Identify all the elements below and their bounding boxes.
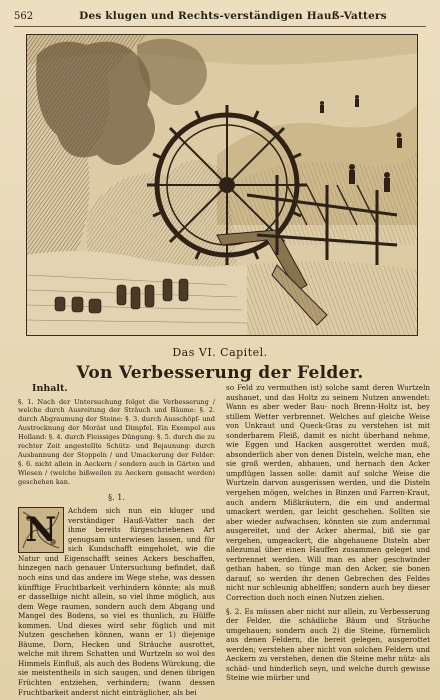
section-mark: §. 1. [108, 492, 125, 502]
right-column [226, 383, 430, 683]
running-head: Des klugen und Rechts-verständigen Hauß-Vatters [79, 10, 387, 22]
water-wheel-landscape-engraving [27, 35, 417, 335]
page-number: 562 [14, 11, 34, 22]
engraving-illustration [26, 34, 418, 336]
section-1-text: Achdem sich nun ein kluger und verständiger Hauß-Vatter nach der ihme bereits fürgeschriebenen Art genugsam unterwiesen lassen, und für sich Kundschafft eingeholet, wie die Natur und Eigenschafft seines Ackers beschaffen, hinzegen nach genauer Untersuchung befindet, daß noch eins und das andere im Wege stehe, was dessen künfftige Fruchtbarkeit verhindern könnte; als muß er dasselbige nicht allein, so viel ihme möglich, aus dem Wege raumen, sondern auch dem Abgang und Mangel des Bodens, so viel es thunlich, zu Hülffe kommen. Und dieses wird sehr füglich und mit Nutzen geschehen können, wann er 1) diejenige Bäume, Dorn, Hecken und Sträuche ausrottet, welche mit ihrem Schatten und Wurtzeln so wol des Himmels Einfluß, als auch des Bodens Würckung, die sie meistentheils in sich saugen, und denen übrigen Früchten entziehen, verhindern; (wann dessen Fruchtbarkeit anderst nicht einträglicher, als bei [18, 506, 215, 697]
decorated-initial [18, 507, 64, 553]
chapter-label: Das VI. Capitel. [172, 346, 268, 359]
initial-letter: N [25, 510, 57, 551]
chapter-title: Von Verbesserung der Felder. [76, 363, 364, 383]
inhalt-heading: Inhalt. [32, 383, 68, 394]
right-column-paragraph-1: so Feld zu vermuthen ist) solche samt deren Wurtzeln aushauet, und das Holtz zu seinem Nutzen anwendet: Wann es aber weder Bau- noch Brenn-Holtz ist, bey stillem Wetter verbrennet. Welches auf gleiche Weise von Unkraut und Queck-Gras zu verstehen ist mit sonderbarem Fleiß, damit es nicht überhand nehme, wie Eggen und Hacken ausgerottet werden muß, absonderlich aber von denen Disteln, welche man, ehe sie groß werden, abhauen, und hernach den Acker umpflügen lassen solle: damit auf solche Weise die Wurtzeln darvon ausgerissen werden, und die Disteln vergehen mögen, welches in Binzen und Farren-Kraut, auch andern Mißkräutern, die ein und andermal umackert werden, gar leicht geschehen. Sollten sie aber wieder aufwachsen, könnten sie zum andernmal ausgereitet, und der Acker abermal, biß sie gar vergehen, umgeackert, die abgehauene Disteln aber allezumal über einen Hauffen zusammen geleget und verbrennet werden. Will man es aber geschwinder gethan haben, so tünge man den Acker, sie bonen darauf, so werden ihr denen Gebrechen des Feldes nicht nur schleunig abhelffen; sondern auch bey dieser Correction doch noch einen Nutzen ziehen. [226, 383, 430, 603]
right-column-paragraph-2: §. 2. Es müssen aber nicht nur allein, zu Verbesserung der Felder, die schädliche Bäum und Sträuche umgehauen; sondern auch 2) die Steine, fürnemlich aus denen Feldern, die bereit gelegen, ausgerottet werden; verstehen aber nicht von solchen Feldern und Aeckern zu verstehen, denen die Steine mehr nütz- als schäd- und hinderlich seyn, und welche durch gewisse Steine wie mürber und [226, 606, 430, 683]
inhalt-summary: §. 1. Nach der Untersuchung folget die Verbesserung / welche durch Ausreitung der Sträuch und Bäume: §. 2. durch Abgraumung der Steine: §. 3. durch Ausschöpf- und Austrocknung der Moräst und Dimpfel. Ein Exempel aus Holland: §. 4. durch Fleissiges Düngung: §. 5. durch die zu rechter Zeit angestellte Schütz- und Bejaunung: durch Ausbannung der Stoppeln / und Umackerung der Felder: §. 6. nicht allein in Aeckern / sondern auch in Gärten und Wiesen / (welche bißweilen zu Aeckern gemacht werden) geschehen kan. [18, 397, 215, 486]
left-column [18, 382, 215, 697]
page-header [14, 10, 426, 27]
